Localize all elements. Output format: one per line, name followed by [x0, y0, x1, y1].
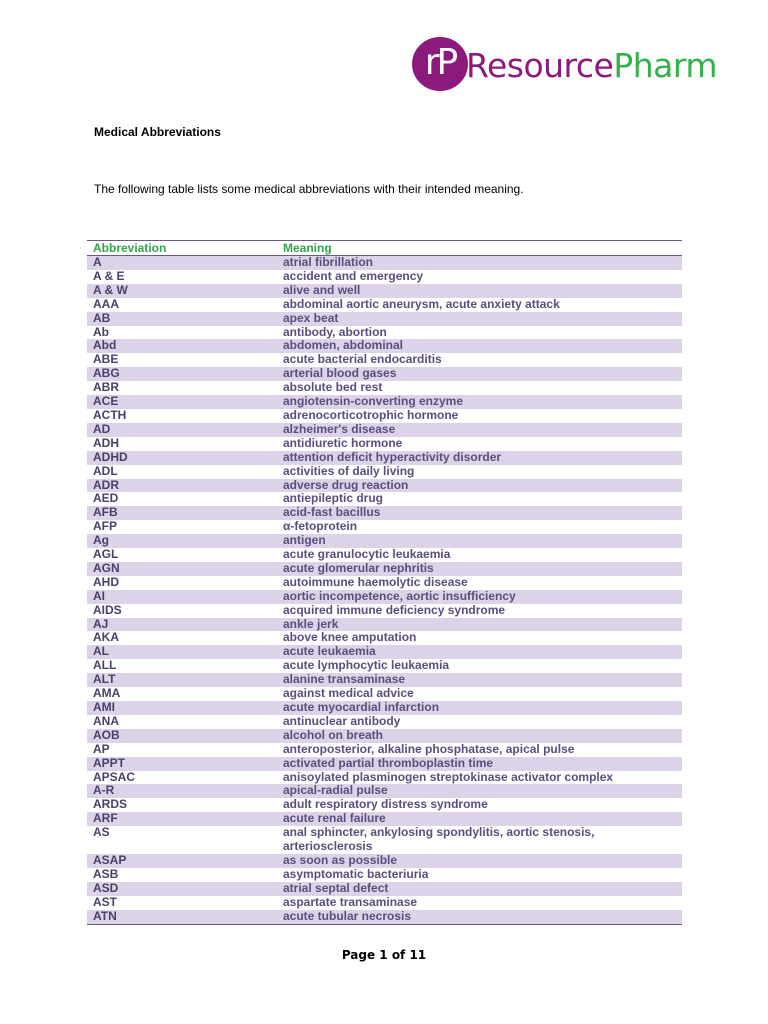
abbreviation-cell: ARDS	[87, 798, 277, 812]
table-row	[87, 673, 682, 687]
meaning-cell: autoimmune haemolytic disease	[277, 576, 682, 590]
logo-wordmark	[466, 46, 717, 86]
table-row	[87, 353, 682, 367]
table-row	[87, 812, 682, 826]
abbreviation-cell: ALL	[87, 659, 277, 673]
table-row	[87, 882, 682, 896]
abbreviation-cell: AL	[87, 645, 277, 659]
meaning-cell: acute myocardial infarction	[277, 701, 682, 715]
abbreviation-cell: Abd	[87, 339, 277, 353]
abbreviation-cell: AIDS	[87, 604, 277, 618]
logo-word-resource: Resource	[466, 46, 614, 85]
table-row	[87, 631, 682, 645]
meaning-cell: aortic incompetence, aortic insufficiency	[277, 590, 682, 604]
abbreviation-cell: ANA	[87, 715, 277, 729]
meaning-cell: adult respiratory distress syndrome	[277, 798, 682, 812]
meaning-cell: α-fetoprotein	[277, 520, 682, 534]
abbreviation-cell: APPT	[87, 757, 277, 771]
table-row	[87, 757, 682, 771]
abbreviation-cell: ADL	[87, 465, 277, 479]
meaning-cell: acute granulocytic leukaemia	[277, 548, 682, 562]
meaning-cell: activated partial thromboplastin time	[277, 757, 682, 771]
meaning-cell: aspartate transaminase	[277, 896, 682, 910]
abbreviation-cell: AFB	[87, 506, 277, 520]
table-body	[87, 256, 682, 925]
meaning-cell: acute bacterial endocarditis	[277, 353, 682, 367]
table-row	[87, 590, 682, 604]
table-row	[87, 339, 682, 353]
table-row	[87, 256, 682, 270]
table-row	[87, 784, 682, 798]
meaning-cell: atrial fibrillation	[277, 256, 682, 270]
table-row	[87, 687, 682, 701]
meaning-cell: anal sphincter, ankylosing spondylitis, aortic stenosis, arteriosclerosis	[277, 826, 682, 854]
table-row	[87, 534, 682, 548]
table-row	[87, 381, 682, 395]
abbreviation-cell: ACE	[87, 395, 277, 409]
abbreviation-cell: AKA	[87, 631, 277, 645]
abbreviation-cell: ASD	[87, 882, 277, 896]
table-row	[87, 479, 682, 493]
table-row	[87, 826, 682, 854]
abbreviations-table	[87, 240, 682, 925]
meaning-cell: atrial septal defect	[277, 882, 682, 896]
abbreviation-cell: A & W	[87, 284, 277, 298]
table-row	[87, 451, 682, 465]
table-row	[87, 326, 682, 340]
meaning-cell: angiotensin-converting enzyme	[277, 395, 682, 409]
abbreviation-cell: ABE	[87, 353, 277, 367]
meaning-cell: ankle jerk	[277, 618, 682, 632]
table-row	[87, 409, 682, 423]
abbreviation-cell: ADR	[87, 479, 277, 493]
page-number: Page 1 of 11	[341, 948, 427, 962]
meaning-cell: alcohol on breath	[277, 729, 682, 743]
table-row	[87, 270, 682, 284]
table-row	[87, 367, 682, 381]
meaning-cell: apex beat	[277, 312, 682, 326]
abbreviation-cell: A-R	[87, 784, 277, 798]
meaning-cell: antiepileptic drug	[277, 492, 682, 506]
meaning-cell: abdomen, abdominal	[277, 339, 682, 353]
resourcepharm-logo	[412, 37, 742, 95]
abbreviation-cell: AST	[87, 896, 277, 910]
meaning-cell: activities of daily living	[277, 465, 682, 479]
meaning-cell: above knee amputation	[277, 631, 682, 645]
abbreviation-cell: ALT	[87, 673, 277, 687]
table-row	[87, 659, 682, 673]
table-row	[87, 604, 682, 618]
intro-paragraph: The following table lists some medical abbreviations with their intended meaning.	[94, 182, 524, 196]
abbreviation-cell: AS	[87, 826, 277, 854]
meaning-cell: asymptomatic bacteriuria	[277, 868, 682, 882]
table-row	[87, 395, 682, 409]
meaning-cell: acute lymphocytic leukaemia	[277, 659, 682, 673]
meaning-cell: attention deficit hyperactivity disorder	[277, 451, 682, 465]
meaning-cell: apical-radial pulse	[277, 784, 682, 798]
table-row	[87, 854, 682, 868]
table-row	[87, 465, 682, 479]
table-row	[87, 423, 682, 437]
abbreviation-cell: AOB	[87, 729, 277, 743]
meaning-cell: adrenocorticotrophic hormone	[277, 409, 682, 423]
table-row	[87, 701, 682, 715]
meaning-cell: acute leukaemia	[277, 645, 682, 659]
table-row	[87, 492, 682, 506]
abbreviation-cell: AI	[87, 590, 277, 604]
meaning-cell: antidiuretic hormone	[277, 437, 682, 451]
table-row	[87, 729, 682, 743]
meaning-cell: abdominal aortic aneurysm, acute anxiety attack	[277, 298, 682, 312]
header-meaning: Meaning	[277, 241, 682, 256]
logo-word-pharm: Pharm	[613, 46, 718, 85]
table-row	[87, 910, 682, 924]
abbreviation-cell: ASB	[87, 868, 277, 882]
meaning-cell: acute glomerular nephritis	[277, 562, 682, 576]
abbreviation-cell: AHD	[87, 576, 277, 590]
table-row	[87, 645, 682, 659]
table-row	[87, 618, 682, 632]
table-row	[87, 548, 682, 562]
table-row	[87, 506, 682, 520]
meaning-cell: as soon as possible	[277, 854, 682, 868]
meaning-cell: adverse drug reaction	[277, 479, 682, 493]
meaning-cell: acute renal failure	[277, 812, 682, 826]
abbreviation-cell: Ag	[87, 534, 277, 548]
abbreviation-cell: AP	[87, 743, 277, 757]
abbreviation-cell: A	[87, 256, 277, 270]
abbreviation-cell: AMI	[87, 701, 277, 715]
meaning-cell: anteroposterior, alkaline phosphatase, apical pulse	[277, 743, 682, 757]
abbreviation-cell: AFP	[87, 520, 277, 534]
rp-logo-mark: rP	[412, 37, 468, 91]
abbreviation-cell: ASAP	[87, 854, 277, 868]
abbreviation-cell: AD	[87, 423, 277, 437]
table-row	[87, 284, 682, 298]
abbreviation-cell: AGN	[87, 562, 277, 576]
abbreviation-cell: AJ	[87, 618, 277, 632]
abbreviation-cell: AAA	[87, 298, 277, 312]
meaning-cell: alzheimer's disease	[277, 423, 682, 437]
table-row	[87, 868, 682, 882]
document-title: Medical Abbreviations	[94, 125, 221, 139]
abbreviation-cell: Ab	[87, 326, 277, 340]
header-abbreviation: Abbreviation	[87, 241, 277, 256]
abbreviation-cell: AMA	[87, 687, 277, 701]
meaning-cell: antinuclear antibody	[277, 715, 682, 729]
meaning-cell: acute tubular necrosis	[277, 910, 682, 924]
abbreviation-cell: ADHD	[87, 451, 277, 465]
table-row	[87, 743, 682, 757]
meaning-cell: arterial blood gases	[277, 367, 682, 381]
table-row	[87, 798, 682, 812]
abbreviation-cell: ABG	[87, 367, 277, 381]
meaning-cell: accident and emergency	[277, 270, 682, 284]
abbreviation-cell: ACTH	[87, 409, 277, 423]
table-header-row	[87, 241, 682, 256]
table-row	[87, 562, 682, 576]
meaning-cell: antigen	[277, 534, 682, 548]
abbreviation-cell: AGL	[87, 548, 277, 562]
abbreviation-cell: AB	[87, 312, 277, 326]
table-row	[87, 771, 682, 785]
table-row	[87, 715, 682, 729]
table-row	[87, 520, 682, 534]
meaning-cell: alanine transaminase	[277, 673, 682, 687]
abbreviation-cell: ARF	[87, 812, 277, 826]
meaning-cell: acid-fast bacillus	[277, 506, 682, 520]
abbreviation-cell: A & E	[87, 270, 277, 284]
abbreviation-cell: ADH	[87, 437, 277, 451]
meaning-cell: antibody, abortion	[277, 326, 682, 340]
meaning-cell: acquired immune deficiency syndrome	[277, 604, 682, 618]
table-row	[87, 298, 682, 312]
table-row	[87, 576, 682, 590]
abbreviation-cell: AED	[87, 492, 277, 506]
meaning-cell: anisoylated plasminogen streptokinase activator complex	[277, 771, 682, 785]
abbreviation-cell: ATN	[87, 910, 277, 924]
table-row	[87, 312, 682, 326]
abbreviation-cell: APSAC	[87, 771, 277, 785]
table-row	[87, 437, 682, 451]
table-row	[87, 896, 682, 910]
meaning-cell: against medical advice	[277, 687, 682, 701]
abbreviation-cell: ABR	[87, 381, 277, 395]
meaning-cell: absolute bed rest	[277, 381, 682, 395]
meaning-cell: alive and well	[277, 284, 682, 298]
